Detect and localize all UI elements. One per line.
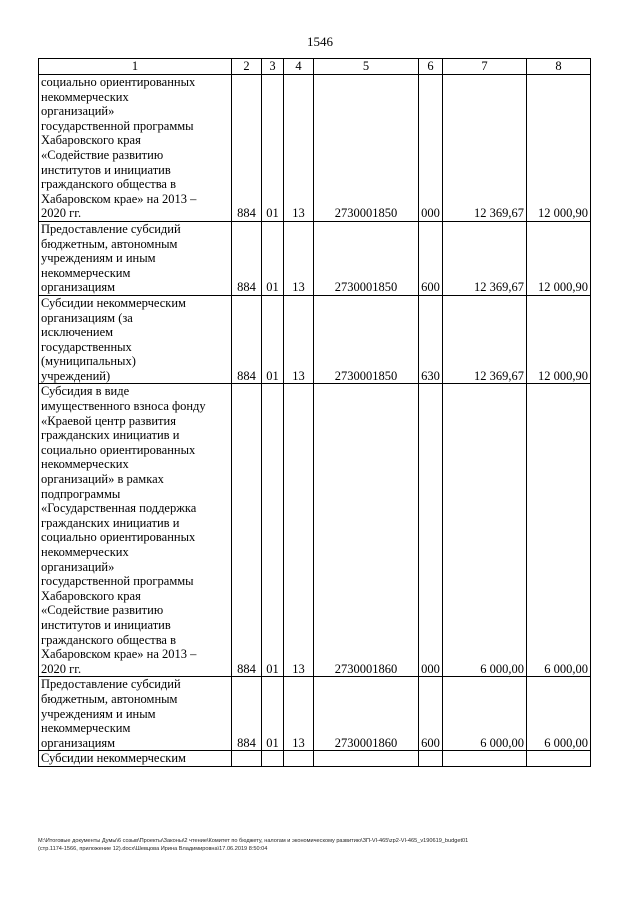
description-line: Субсидии некоммерческим <box>41 751 186 766</box>
code-subsection: 13 <box>284 221 314 295</box>
description-line: Хабаровского края <box>41 133 141 148</box>
header-cell: 7 <box>443 59 527 75</box>
description-line: гражданского общества в <box>41 177 177 192</box>
description-line: организациям (за <box>41 310 133 325</box>
code-subsection: 13 <box>284 677 314 751</box>
code-target-article <box>314 751 419 767</box>
amount-col7: 12 369,67 <box>443 75 527 222</box>
table-row <box>39 221 591 295</box>
description-line: организаций» в рамках <box>41 472 164 487</box>
code-target-article: 2730001850 <box>314 295 419 384</box>
description-line: институтов и инициатив <box>41 162 171 177</box>
description-line: учреждениям и иным <box>41 706 156 721</box>
code-expense-type <box>419 751 443 767</box>
code-section: 01 <box>262 221 284 295</box>
description-line: «Государственная поддержка <box>41 501 197 516</box>
code-expense-type: 000 <box>419 75 443 222</box>
description-line: имущественного взноса фонду <box>41 399 206 414</box>
page-number: 1546 <box>307 34 333 49</box>
amount-col7: 6 000,00 <box>443 677 527 751</box>
row-description <box>39 384 232 677</box>
description-line: Хабаровском крае» на 2013 – <box>41 191 197 206</box>
row-description <box>39 221 232 295</box>
description-line: бюджетным, автономным <box>41 691 178 706</box>
budget-table <box>38 58 591 767</box>
description-line: 2020 гг. <box>41 206 82 221</box>
code-chapter: 884 <box>232 221 262 295</box>
table-row <box>39 384 591 677</box>
amount-col8: 12 000,90 <box>527 221 591 295</box>
description-line: некоммерческих <box>41 457 129 472</box>
table-row <box>39 75 591 222</box>
description-line: организаций» <box>41 104 115 119</box>
description-line: некоммерческих <box>41 545 129 559</box>
description-line: Хабаровском крае» на 2013 – <box>41 647 197 662</box>
code-expense-type: 600 <box>419 677 443 751</box>
amount-col7: 6 000,00 <box>443 384 527 677</box>
code-target-article: 2730001860 <box>314 384 419 677</box>
table-row <box>39 751 591 767</box>
code-subsection <box>284 751 314 767</box>
description-line: гражданского общества в <box>41 632 177 647</box>
code-subsection: 13 <box>284 75 314 222</box>
amount-col7: 12 369,67 <box>443 295 527 384</box>
description-line: некоммерческих <box>41 89 129 104</box>
amount-col8: 6 000,00 <box>527 384 591 677</box>
description-line: социально ориентированных <box>41 442 196 457</box>
code-expense-type: 630 <box>419 295 443 384</box>
code-chapter: 884 <box>232 295 262 384</box>
description-line: гражданских инициатив и <box>41 428 180 443</box>
description-line: организациям <box>41 735 116 750</box>
code-chapter <box>232 751 262 767</box>
description-line: исключением <box>41 325 114 340</box>
footer-path-line-1: M:\Итоговые документы Думы\6 созыв\Проекты\Законы\2 чтение\Комитет по бюджету, налогам и экономическому развитию\ЗП-VI-465\zp2-VI-465_v190619_budget01 <box>38 838 469 844</box>
amount-col8: 6 000,00 <box>527 677 591 751</box>
description-line: Предоставление субсидий <box>41 221 181 236</box>
code-chapter: 884 <box>232 384 262 677</box>
code-target-article: 2730001860 <box>314 677 419 751</box>
header-cell: 3 <box>262 59 284 75</box>
description-line: (муниципальных) <box>41 354 136 369</box>
description-line: «Содействие развитию <box>41 603 164 618</box>
description-line: Предоставление субсидий <box>41 677 181 692</box>
code-section: 01 <box>262 295 284 384</box>
amount-col8 <box>527 751 591 767</box>
description-line: подпрограммы <box>41 486 121 501</box>
code-subsection: 13 <box>284 295 314 384</box>
description-line: некоммерческим <box>41 721 131 736</box>
description-line: Субсидия в виде <box>41 384 130 399</box>
description-line: некоммерческим <box>41 265 131 280</box>
code-section: 01 <box>262 75 284 222</box>
description-line: социально ориентированных <box>41 530 196 545</box>
description-line: организациям <box>41 280 116 295</box>
table-row <box>39 677 591 751</box>
code-chapter: 884 <box>232 75 262 222</box>
code-section: 01 <box>262 677 284 751</box>
row-description <box>39 75 232 222</box>
description-line: Субсидии некоммерческим <box>41 295 186 310</box>
header-row <box>39 59 591 75</box>
header-cell: 6 <box>419 59 443 75</box>
amount-col7 <box>443 751 527 767</box>
amount-col8: 12 000,90 <box>527 295 591 384</box>
description-line: государственной программы <box>41 118 194 133</box>
description-line: Хабаровского края <box>41 588 141 603</box>
description-line: «Содействие развитию <box>41 147 164 162</box>
description-line: учреждений) <box>41 368 111 383</box>
description-line: бюджетным, автономным <box>41 236 178 251</box>
description-line: государственных <box>41 339 132 354</box>
row-description <box>39 751 232 767</box>
description-line: организаций» <box>41 559 115 574</box>
document-footer <box>38 837 598 853</box>
row-description <box>39 677 232 751</box>
amount-col8: 12 000,90 <box>527 75 591 222</box>
header-cell: 8 <box>527 59 591 75</box>
description-line: государственной программы <box>41 574 194 589</box>
description-line: институтов и инициатив <box>41 617 171 632</box>
code-section <box>262 751 284 767</box>
footer-path-line-2: (стр.1174-1566, приложение 12).docx\Шевцова Ирина Владимировна\17.06.2019 8:50:04 <box>38 846 268 852</box>
header-cell: 5 <box>314 59 419 75</box>
code-target-article: 2730001850 <box>314 221 419 295</box>
description-line: социально ориентированных <box>41 75 196 89</box>
amount-col7: 12 369,67 <box>443 221 527 295</box>
description-line: гражданских инициатив и <box>41 515 180 530</box>
code-expense-type: 000 <box>419 384 443 677</box>
code-section: 01 <box>262 384 284 677</box>
description-line: 2020 гг. <box>41 661 82 676</box>
table-row <box>39 295 591 384</box>
header-cell: 2 <box>232 59 262 75</box>
header-cell: 1 <box>39 59 232 75</box>
code-subsection: 13 <box>284 384 314 677</box>
header-cell: 4 <box>284 59 314 75</box>
code-expense-type: 600 <box>419 221 443 295</box>
code-chapter: 884 <box>232 677 262 751</box>
description-line: учреждениям и иным <box>41 251 156 266</box>
description-line: «Краевой центр развития <box>41 413 176 428</box>
code-target-article: 2730001850 <box>314 75 419 222</box>
row-description <box>39 295 232 384</box>
